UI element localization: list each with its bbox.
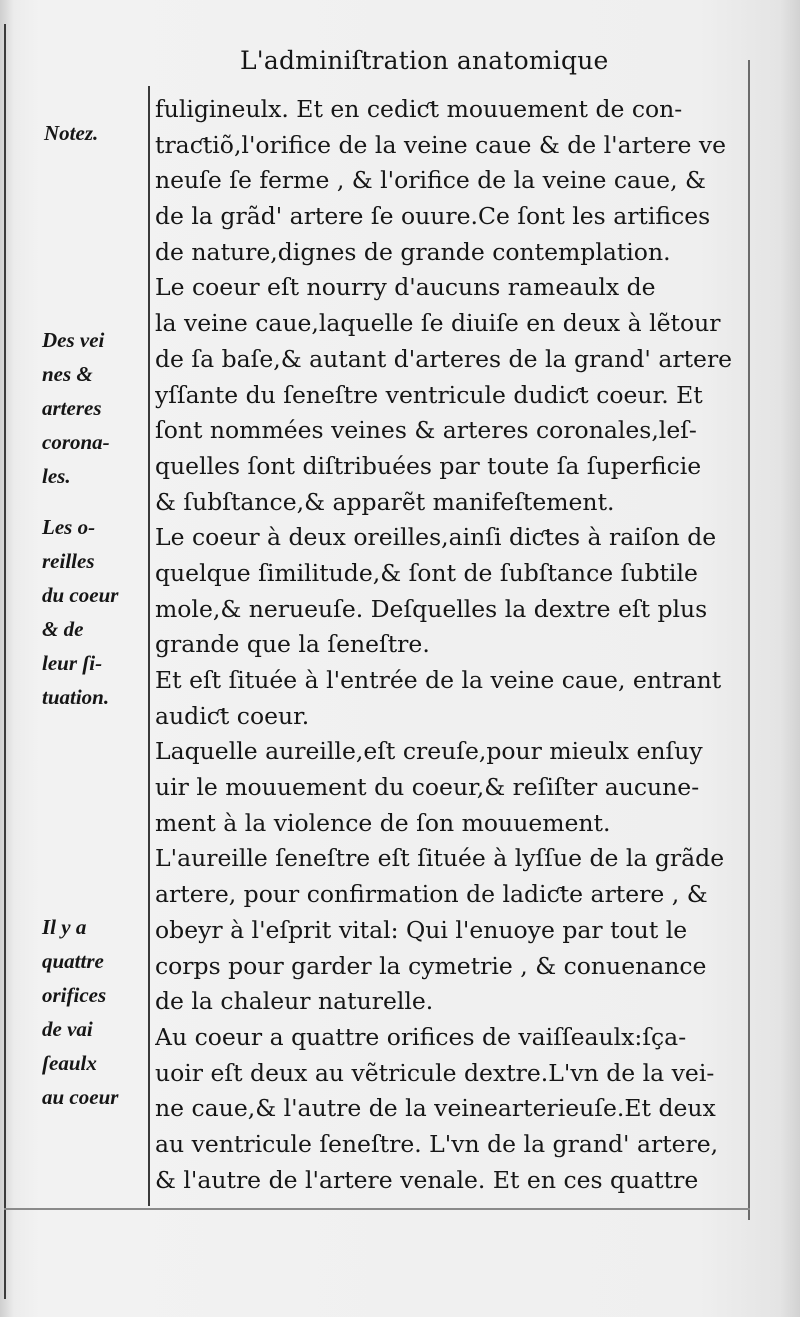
text-line: ment à la violence de ſon mouuement. — [155, 808, 611, 837]
text-line: de nature,dignes de grande contemplation. — [155, 237, 671, 266]
text-line: ſont nommées veines & arteres coronales,leſ- — [155, 416, 697, 445]
text-line: & l'autre de l'artere venale. Et en ces quattre — [155, 1165, 699, 1194]
margin-note-notez — [44, 116, 150, 150]
margin-note-line: arteres — [42, 396, 102, 420]
frame-rule-inner — [148, 86, 150, 1206]
margin-note-line: nes & — [42, 362, 93, 386]
text-line: Laquelle aureille,eſt creuſe,pour mieulx enſuy — [155, 737, 703, 766]
text-line: Le coeur à deux oreilles,ainſi diƈtes à raiſon de — [155, 523, 717, 552]
text-line: yſſante du ſeneſtre ventricule dudiƈt coeur. Et — [155, 380, 703, 409]
margin-note-line: leur ſi- — [42, 651, 103, 675]
text-line: & ſubſtance,& apparẽt manifeſtement. — [155, 487, 615, 516]
text-line: obeyr à l'eſprit vital: Qui l'enuoye par tout le — [155, 915, 688, 944]
text-line: la veine caue,laquelle ſe diuiſe en deux à lẽtour — [155, 309, 721, 338]
margin-note-line: corona- — [42, 430, 110, 454]
margin-note-line: de vai — [42, 1017, 93, 1041]
text-line: corps pour garder la cymetrie , & conuenance — [155, 951, 707, 980]
text-line: de la chaleur naturelle. — [155, 987, 434, 1016]
margin-note-oreilles — [42, 510, 148, 714]
margin-note-line: ſeaulx — [42, 1051, 97, 1075]
text-line: artere, pour confirmation de ladiƈte artere , & — [155, 880, 708, 909]
margin-note-line: Des vei — [42, 328, 105, 352]
text-line: uoir eſt deux au vẽtricule dextre.L'vn de la vei- — [155, 1058, 715, 1087]
text-line: mole,& nerueuſe. Deſquelles la dextre eſt plus — [155, 594, 708, 623]
margin-note-line: Les o- — [42, 515, 96, 539]
text-line: neuſe ſe ferme , & l'orifice de la veine caue, & — [155, 166, 706, 195]
text-line: traƈtiõ,l'orifice de la veine caue & de l'artere ve — [155, 130, 726, 159]
margin-note-line: les. — [42, 464, 71, 488]
margin-note-line: Notez. — [44, 121, 99, 145]
frame-rule-bottom — [4, 1208, 750, 1210]
margin-note-orifices — [42, 910, 148, 1114]
running-title: L'adminiſtration anatomique — [240, 46, 609, 75]
margin-note-line: orifices — [42, 983, 107, 1007]
body-text — [155, 92, 747, 1198]
text-line: fuligineulx. Et en cediƈt mouuement de con- — [155, 95, 683, 123]
text-line: L'aureille ſeneſtre eſt ſituée à lyſſue de la grãde — [155, 844, 725, 873]
margin-note-line: tuation. — [42, 685, 110, 709]
margin-note-line: au coeur — [42, 1085, 119, 1109]
text-line: grande que la ſeneſtre. — [155, 630, 430, 659]
margin-note-coronales — [42, 323, 148, 493]
text-line: quelque ſimilitude,& ſont de ſubſtance ſubtile — [155, 558, 698, 587]
frame-rule-left — [4, 24, 6, 1299]
text-line: Et eſt ſituée à l'entrée de la veine caue, entrant — [155, 666, 722, 694]
margin-note-line: du coeur — [42, 583, 119, 607]
margin-note-line: quattre — [42, 949, 104, 973]
text-line: Le coeur eſt nourry d'aucuns rameaulx de — [155, 273, 656, 302]
text-line: de la grãd' artere ſe ouure.Ce ſont les artifices — [155, 202, 711, 231]
frame-rule-right — [748, 60, 750, 1220]
margin-note-line: reilles — [42, 549, 95, 573]
margin-note-line: Il y a — [42, 915, 87, 939]
text-line: de ſa baſe,& autant d'arteres de la grand' artere — [155, 344, 733, 373]
text-line: quelles ſont diſtribuées par toute ſa ſuperficie — [155, 451, 702, 480]
text-line: audiƈt coeur. — [155, 701, 310, 730]
text-line: au ventricule ſeneſtre. L'vn de la grand' artere, — [155, 1129, 719, 1158]
text-line: uir le mouuement du coeur,& reſiſter aucune- — [155, 773, 700, 802]
margin-note-line: & de — [42, 617, 84, 641]
text-line: Au coeur a quattre orifices de vaiſſeaulx:ſça- — [155, 1022, 687, 1051]
text-line: ne caue,& l'autre de la veinearterieuſe.Et deux — [155, 1094, 716, 1123]
